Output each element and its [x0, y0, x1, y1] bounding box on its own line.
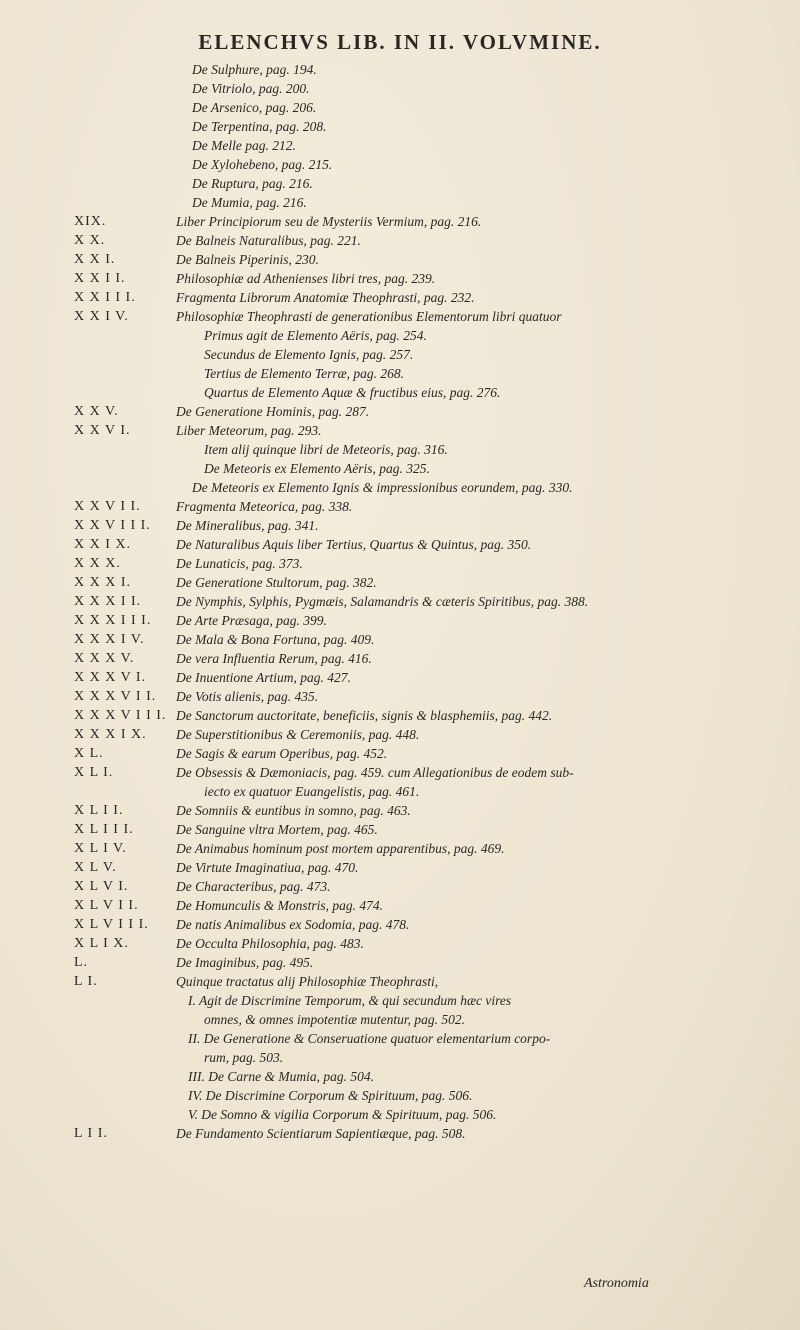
entry-title: De Meteoris ex Elemento Aëris, pag. 325.	[204, 461, 430, 476]
index-entry	[0, 554, 800, 573]
entry-title: Primus agit de Elemento Aëris, pag. 254.	[204, 328, 427, 343]
index-entry	[0, 1105, 800, 1124]
entry-title: IV. De Discrimine Corporum & Spirituum, pag. 506.	[188, 1088, 473, 1103]
entry-number: X X I V.	[74, 309, 129, 324]
index-entry	[0, 1124, 800, 1143]
entry-number: X L V I.	[74, 879, 129, 894]
entry-number: X L V.	[74, 860, 117, 875]
index-entry	[0, 516, 800, 535]
entry-number: L I I.	[74, 1126, 108, 1141]
index-entry	[0, 915, 800, 934]
entry-number: X X X I.	[74, 575, 131, 590]
index-entry	[0, 668, 800, 687]
index-entry	[0, 60, 800, 79]
index-entry	[0, 744, 800, 763]
index-entry	[0, 174, 800, 193]
entry-title: De natis Animalibus ex Sodomia, pag. 478.	[176, 917, 410, 932]
entry-number: X L V I I.	[74, 898, 139, 913]
entry-title: Fragmenta Librorum Anatomiæ Theophrasti, pag. 232.	[176, 290, 475, 305]
entry-number: X X V I I.	[74, 499, 141, 514]
index-entry	[0, 326, 800, 345]
entry-number: X X.	[74, 233, 106, 248]
entry-number: X L I X.	[74, 936, 129, 951]
index-entry	[0, 79, 800, 98]
index-entry	[0, 1067, 800, 1086]
index-entry	[0, 364, 800, 383]
index-entry	[0, 820, 800, 839]
entry-title: De Arte Præsaga, pag. 399.	[176, 613, 327, 628]
index-entry	[0, 839, 800, 858]
entry-title: De Meteoris ex Elemento Ignis & impressionibus eorundem, pag. 330.	[192, 480, 573, 495]
entry-title: De Imaginibus, pag. 495.	[176, 955, 314, 970]
entry-title: De Xylohebeno, pag. 215.	[192, 157, 333, 172]
entry-title: De Sanguine vltra Mortem, pag. 465.	[176, 822, 378, 837]
entry-number: L I.	[74, 974, 98, 989]
entry-title: I. Agit de Discrimine Temporum, & qui secundum hæc vires	[188, 993, 512, 1008]
index-entry	[0, 212, 800, 231]
entry-title: II. De Generatione & Conseruatione quatuor elementarium corpo-	[188, 1031, 551, 1046]
entry-title: iecto ex quatuor Euangelistis, pag. 461.	[204, 784, 420, 799]
entry-title: De Sagis & earum Operibus, pag. 452.	[176, 746, 388, 761]
entry-title: De Balneis Naturalibus, pag. 221.	[176, 233, 361, 248]
entry-title: De Vitriolo, pag. 200.	[192, 81, 310, 96]
index-entry	[0, 231, 800, 250]
index-entry	[0, 136, 800, 155]
entry-title: De Arsenico, pag. 206.	[192, 100, 317, 115]
entry-title: De vera Influentia Rerum, pag. 416.	[176, 651, 372, 666]
index-entry	[0, 117, 800, 136]
index-entry	[0, 611, 800, 630]
page-header: ELENCHVS LIB. IN II. VOLVMINE.	[198, 30, 602, 54]
entry-number: X X V I I I.	[74, 518, 151, 533]
index-entry	[0, 383, 800, 402]
entry-title: De Characteribus, pag. 473.	[176, 879, 331, 894]
entry-title: De Naturalibus Aquis liber Tertius, Quartus & Quintus, pag. 350.	[176, 537, 532, 552]
entry-title: De Animabus hominum post mortem apparentibus, pag. 469.	[176, 841, 505, 856]
entry-title: III. De Carne & Mumia, pag. 504.	[188, 1069, 374, 1084]
entry-title: De Ruptura, pag. 216.	[192, 176, 313, 191]
index-entry	[0, 934, 800, 953]
index-entry	[0, 155, 800, 174]
entry-title: Philosophiæ Theophrasti de generationibus Elementorum libri quatuor	[176, 309, 562, 324]
entry-title: De Lunaticis, pag. 373.	[176, 556, 303, 571]
index-entry	[0, 250, 800, 269]
index-entry	[0, 687, 800, 706]
index-entry	[0, 972, 800, 991]
entry-number: X X X V I I.	[74, 689, 157, 704]
index-entry	[0, 573, 800, 592]
index-entry	[0, 1086, 800, 1105]
index-entry	[0, 402, 800, 421]
entry-number: X L I I.	[74, 803, 124, 818]
index-entry	[0, 98, 800, 117]
entry-title: Tertius de Elemento Terræ, pag. 268.	[204, 366, 405, 381]
index-entry	[0, 345, 800, 364]
entry-number: X X X V I I I.	[74, 708, 167, 723]
entry-title: De Balneis Piperinis, 230.	[176, 252, 319, 267]
index-entry	[0, 459, 800, 478]
index-entry	[0, 953, 800, 972]
index-entry	[0, 630, 800, 649]
entry-title: V. De Somno & vigilia Corporum & Spirituum, pag. 506.	[188, 1107, 497, 1122]
index-entry	[0, 421, 800, 440]
entry-title: De Fundamento Scientiarum Sapientiæque, pag. 508.	[176, 1126, 466, 1141]
entry-title: De Virtute Imaginatiua, pag. 470.	[176, 860, 359, 875]
entry-title: De Occulta Philosophia, pag. 483.	[176, 936, 364, 951]
entry-title: De Mala & Bona Fortuna, pag. 409.	[176, 632, 375, 647]
entry-title: De Mumia, pag. 216.	[192, 195, 307, 210]
entry-title: De Nymphis, Sylphis, Pygmæis, Salamandris & cæteris Spiritibus, pag. 388.	[176, 594, 589, 609]
index-entry	[0, 592, 800, 611]
index-entry	[0, 1029, 800, 1048]
entry-number: X X X V I.	[74, 670, 147, 685]
entry-title: De Generatione Stultorum, pag. 382.	[176, 575, 377, 590]
entry-number: X L V I I I.	[74, 917, 149, 932]
entry-number: XIX.	[74, 214, 107, 229]
entry-title: De Somniis & euntibus in somno, pag. 463.	[176, 803, 411, 818]
index-entry	[0, 193, 800, 212]
entry-number: X L I.	[74, 765, 114, 780]
index-entry	[0, 801, 800, 820]
entry-title: rum, pag. 503.	[204, 1050, 284, 1065]
entry-title: De Inuentione Artium, pag. 427.	[176, 670, 351, 685]
entry-number: L.	[74, 955, 89, 970]
index-entry	[0, 307, 800, 326]
entry-title: Philosophiæ ad Athenienses libri tres, pag. 239.	[176, 271, 436, 286]
entry-number: X L.	[74, 746, 104, 761]
entry-title: De Terpentina, pag. 208.	[192, 119, 327, 134]
index-entry	[0, 991, 800, 1010]
entry-number: X X I X.	[74, 537, 131, 552]
index-entry	[0, 706, 800, 725]
entry-number: X L I I I.	[74, 822, 134, 837]
entry-number: X X V I.	[74, 423, 131, 438]
index-entry	[0, 649, 800, 668]
catchword: Astronomia	[584, 1276, 649, 1291]
index-entry	[0, 725, 800, 744]
entry-number: X X V.	[74, 404, 119, 419]
index-entry	[0, 535, 800, 554]
entry-number: X X X I I I.	[74, 613, 152, 628]
index-entry	[0, 858, 800, 877]
entry-title: De Obsessis & Dæmoniacis, pag. 459. cum Allegationibus de eodem sub-	[176, 765, 574, 780]
entry-number: X X I.	[74, 252, 116, 267]
entry-title: Item alij quinque libri de Meteoris, pag. 316.	[204, 442, 448, 457]
entry-number: X X X I I.	[74, 594, 142, 609]
index-entry	[0, 763, 800, 782]
entry-title: Quinque tractatus alij Philosophiæ Theophrasti,	[176, 974, 439, 989]
entry-title: De Melle pag. 212.	[192, 138, 296, 153]
entry-number: X L I V.	[74, 841, 127, 856]
index-entry	[0, 478, 800, 497]
entry-title: De Votis alienis, pag. 435.	[176, 689, 319, 704]
entry-number: X X X I X.	[74, 727, 147, 742]
entry-number: X X I I.	[74, 271, 126, 286]
entry-title: De Sanctorum auctoritate, beneficiis, signis & blasphemiis, pag. 442.	[176, 708, 553, 723]
entry-number: X X I I I.	[74, 290, 136, 305]
index-entry	[0, 877, 800, 896]
entry-title: De Mineralibus, pag. 341.	[176, 518, 319, 533]
entry-title: Secundus de Elemento Ignis, pag. 257.	[204, 347, 414, 362]
index-entry	[0, 1048, 800, 1067]
index-list	[0, 60, 800, 1143]
index-entry	[0, 440, 800, 459]
entry-title: Quartus de Elemento Aquæ & fructibus eius, pag. 276.	[204, 385, 501, 400]
entry-title: De Generatione Hominis, pag. 287.	[176, 404, 370, 419]
entry-number: X X X I V.	[74, 632, 145, 647]
entry-title: De Superstitionibus & Ceremoniis, pag. 448.	[176, 727, 420, 742]
index-entry	[0, 288, 800, 307]
entry-number: X X X V.	[74, 651, 135, 666]
index-entry	[0, 497, 800, 516]
index-entry	[0, 782, 800, 801]
entry-title: Liber Principiorum seu de Mysteriis Vermium, pag. 216.	[176, 214, 482, 229]
index-entry	[0, 896, 800, 915]
entry-title: omnes, & omnes impotentiæ mutentur, pag. 502.	[204, 1012, 465, 1027]
index-entry	[0, 269, 800, 288]
entry-title: Liber Meteorum, pag. 293.	[176, 423, 322, 438]
entry-title: De Sulphure, pag. 194.	[192, 62, 317, 77]
entry-title: De Homunculis & Monstris, pag. 474.	[176, 898, 383, 913]
entry-title: Fragmenta Meteorica, pag. 338.	[176, 499, 353, 514]
entry-number: X X X.	[74, 556, 121, 571]
index-entry	[0, 1010, 800, 1029]
